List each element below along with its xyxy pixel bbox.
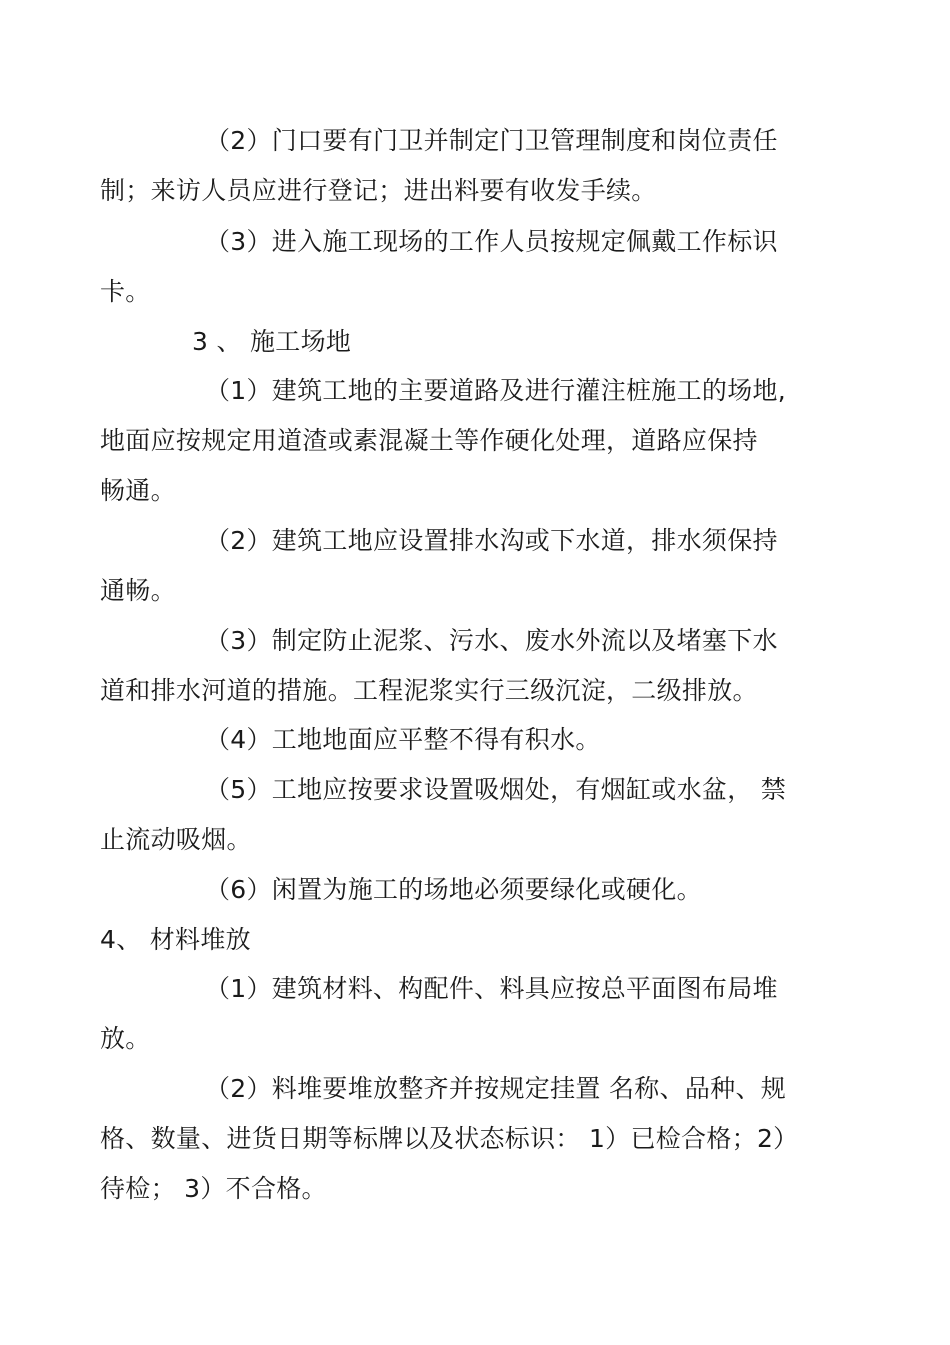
paragraph-line: （1）建筑工地的主要道路及进行灌注桩施工的场地, [205,376,787,405]
paragraph-line: 放。 [100,1024,151,1053]
paragraph-line: （3）制定防止泥浆、污水、废水外流以及堵塞下水 [205,626,778,655]
paragraph-line: 止流动吸烟。 [100,825,252,854]
paragraph-line: （2）门口要有门卫并制定门卫管理制度和岗位责任 [205,126,778,155]
paragraph-line: 卡。 [100,277,151,306]
paragraph-line: （4）工地地面应平整不得有积水。 [205,725,601,754]
section-heading: 4、 材料堆放 [100,925,251,954]
paragraph-line: （2）料堆要堆放整齐并按规定挂置 名称、品种、规 [205,1074,787,1103]
paragraph-line: （6）闲置为施工的场地必须要绿化或硬化。 [205,875,702,904]
paragraph-line: 道和排水河道的措施。工程泥浆实行三级沉淀，二级排放。 [100,676,758,705]
paragraph-line: 通畅。 [100,576,176,605]
paragraph-line: （1）建筑材料、构配件、料具应按总平面图布局堆 [205,974,778,1003]
paragraph-line: 地面应按规定用道渣或素混凝土等作硬化处理，道路应保持 [100,426,758,455]
paragraph-line: 待检； 3）不合格。 [100,1174,327,1203]
paragraph-line: 制；来访人员应进行登记；进出料要有收发手续。 [100,176,657,205]
paragraph-line: （2）建筑工地应设置排水沟或下水道，排水须保持 [205,526,778,555]
section-heading: 3 、 施工场地 [192,327,352,356]
paragraph-line: 畅通。 [100,476,176,505]
paragraph-line: （5）工地应按要求设置吸烟处，有烟缸或水盆， 禁 [205,775,787,804]
paragraph-line: 格、数量、进货日期等标牌以及状态标识： 1）已检合格；2） [100,1124,799,1153]
paragraph-line: （3）进入施工现场的工作人员按规定佩戴工作标识 [205,227,778,256]
